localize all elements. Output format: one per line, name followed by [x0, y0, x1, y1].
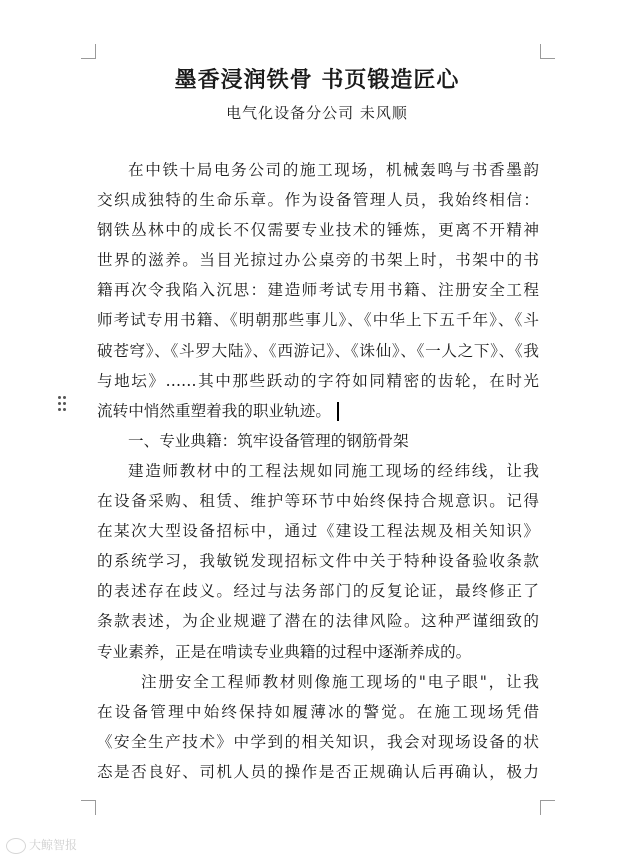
body-line: 条款表述，为企业规避了潜在的法律风险。这种严谨细致的 — [97, 612, 539, 631]
body-line: 的系统学习，我敏锐发现招标文件中关于特种设备验收条款 — [97, 552, 539, 571]
page-corner-mark-top-right — [540, 44, 555, 59]
body-line: 在某次大型设备招标中，通过《建设工程法规及相关知识》 — [97, 522, 539, 541]
body-line: 世界的滋养。当目光掠过办公桌旁的书架上时，书架中的书 — [97, 251, 539, 270]
body-line: 在设备采购、租赁、维护等环节中始终保持合规意识。记得 — [97, 492, 539, 511]
body-line-text: 流转中悄然重塑着我的职业轨迹。 — [97, 401, 331, 420]
watermark-text: 大鲸智报 — [29, 838, 78, 852]
watermark-logo-icon — [6, 838, 26, 854]
body-line: 破苍穹》、《斗罗大陆》、《西游记》、《诛仙》、《一人之下》、《我 — [97, 341, 539, 360]
body-line: 建造师教材中的工程法规如同施工现场的经纬线，让我 — [128, 461, 539, 480]
text-cursor — [337, 402, 339, 421]
body-line: 与地坛》……其中那些跃动的字符如同精密的齿轮，在时光 — [97, 371, 539, 390]
document-title: 墨香浸润铁骨 书页锻造匠心 — [174, 67, 460, 93]
page-corner-mark-bottom-left — [81, 800, 96, 815]
body-line: 交织成独特的生命乐章。作为设备管理人员，我始终相信： — [97, 191, 539, 210]
document-body[interactable] — [97, 155, 539, 787]
body-line: 态是否良好、司机人员的操作是否正规确认后再确认，极力 — [97, 762, 539, 781]
body-line: 钢铁丛林中的成长不仅需要专业技术的锤炼，更离不开精神 — [97, 221, 539, 240]
page-corner-mark-bottom-right — [540, 800, 555, 815]
watermark — [6, 836, 77, 854]
body-line: 专业素养，正是在啃读专业典籍的过程中逐渐养成的。 — [97, 642, 472, 661]
body-line: 在设备管理中始终保持如履薄冰的警觉。在施工现场凭借 — [97, 702, 539, 721]
body-line: 籍再次令我陷入沉思：建造师考试专用书籍、注册安全工程 — [97, 281, 539, 300]
body-line: 在中铁十局电务公司的施工现场，机械轰鸣与书香墨韵 — [128, 161, 539, 179]
body-line: 的表述存在歧义。经过与法务部门的反复论证，最终修正了 — [97, 582, 539, 601]
body-line: 师考试专用书籍、《明朝那些事儿》、《中华上下五千年》、《斗 — [97, 311, 539, 330]
paragraph-drag-handle-icon[interactable] — [58, 396, 68, 412]
page-corner-mark-top-left — [81, 44, 96, 59]
body-line: 注册安全工程师教材则像施工现场的"电子眼"，让我 — [141, 672, 539, 691]
body-line-with-cursor — [97, 396, 539, 426]
body-line: 《安全生产技术》中学到的相关知识，我会对现场设备的状 — [97, 732, 539, 751]
document-byline: 电气化设备分公司 未风顺 — [226, 104, 408, 122]
section-heading: 一、专业典籍：筑牢设备管理的钢筋骨架 — [128, 431, 409, 450]
